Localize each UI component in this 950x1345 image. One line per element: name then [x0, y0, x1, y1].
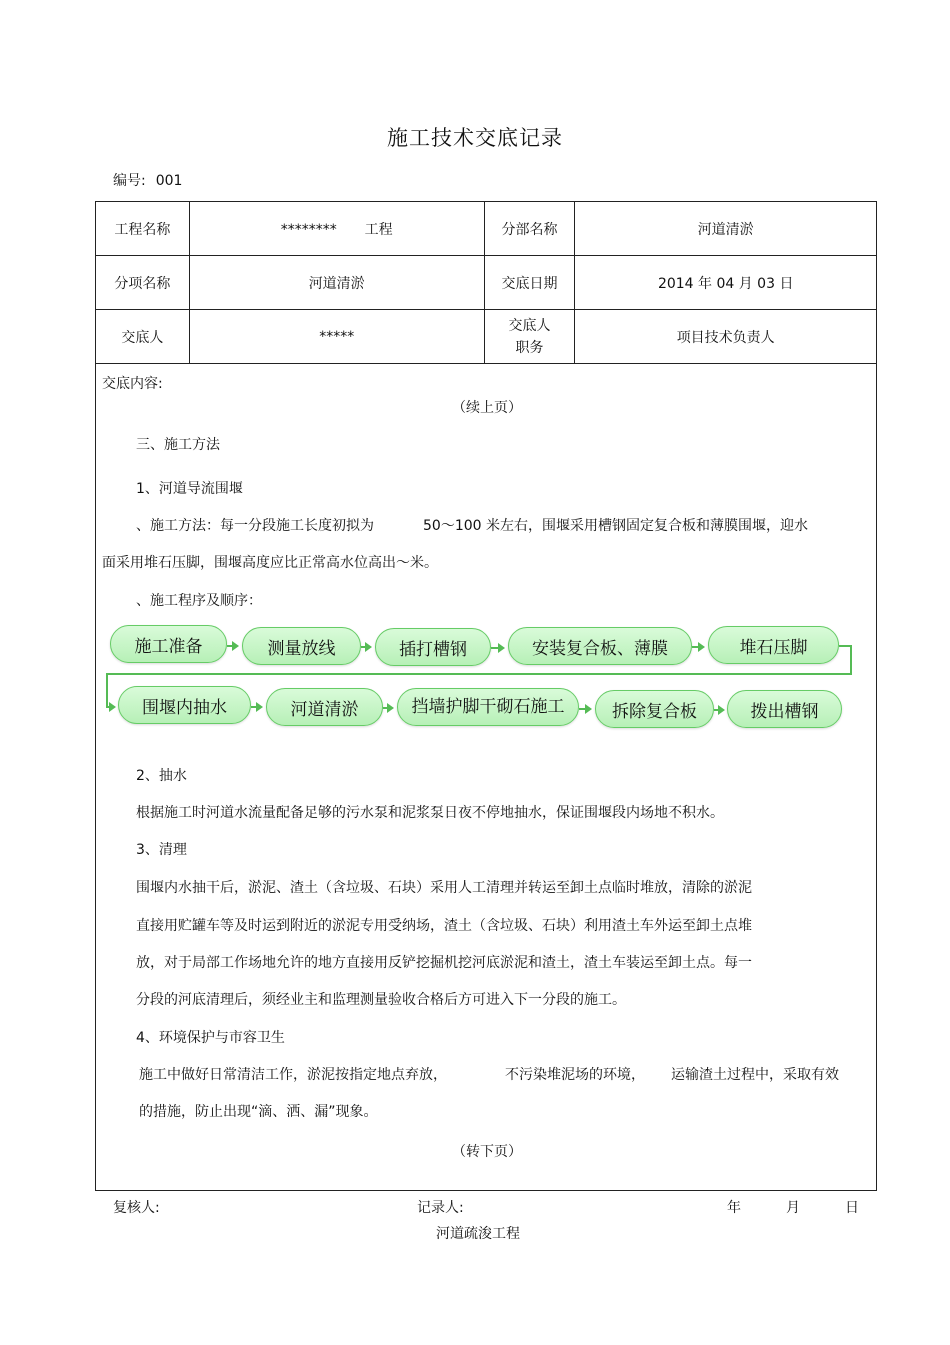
table-cell: 2014 年 04 月 03 日: [575, 256, 877, 310]
flow-arrow: [579, 708, 590, 710]
flow-connector: [106, 673, 852, 675]
flow-node: 拆除复合板: [595, 690, 714, 728]
table-row: [96, 310, 877, 364]
table-cell: 交底人: [96, 310, 190, 364]
table-cell: ******** 工程: [189, 202, 484, 256]
paragraph-line: 分段的河底清理后，须经业主和监理测量验收合格后方可进入下一分段的施工。: [136, 992, 626, 1008]
paragraph-line: 不污染堆泥场的环境，: [505, 1067, 645, 1083]
table-cell: 项目技术负责人: [575, 310, 877, 364]
number-label: 编号:: [113, 173, 146, 189]
content-label: 交底内容:: [102, 376, 163, 392]
flow-connector: [106, 673, 108, 707]
paragraph-line: 、施工程序及顺序：: [136, 593, 262, 609]
paragraph-line: 放，对于局部工作场地允许的地方直接用反铲挖掘机挖河底淤泥和渣土，渣土车装运至卸土点。每一: [136, 955, 752, 971]
flow-connector: [850, 645, 852, 674]
flow-node: 围堰内抽水: [118, 686, 251, 724]
flow-arrow: [227, 645, 237, 647]
flow-node: 插打槽钢: [375, 628, 491, 666]
table-cell: 交底日期: [484, 256, 575, 310]
flow-node: 施工准备: [110, 625, 227, 663]
table-row: [96, 202, 877, 256]
reviewer-label: 复核人:: [113, 1200, 160, 1216]
table-cell: 工程名称: [96, 202, 190, 256]
project-footer: 河道疏浚工程: [436, 1226, 520, 1242]
paragraph-line: 根据施工时河道水流量配备足够的污水泵和泥浆泵日夜不停地抽水，保证围堰段内场地不积水。: [136, 805, 724, 821]
continued-from: （续上页）: [452, 400, 522, 416]
month-label: 月: [786, 1200, 800, 1216]
paragraph-line: 运输渣土过程中，采取有效: [671, 1067, 839, 1083]
flow-node: 安装复合板、薄膜: [508, 627, 692, 665]
flow-node-label: 挡墙护脚干砌石施工: [411, 697, 565, 717]
document-title: 施工技术交底记录: [387, 126, 563, 150]
table-cell: 河道清淤: [575, 202, 877, 256]
flow-node: 堆石压脚: [708, 626, 839, 664]
recorder-label: 记录人:: [417, 1200, 464, 1216]
info-table: [95, 201, 877, 364]
table-cell: 交底人 职务: [484, 310, 575, 364]
year-label: 年: [727, 1200, 741, 1216]
flow-arrow: [361, 646, 370, 648]
flow-node: [397, 688, 579, 726]
item-heading: 3、清理: [136, 842, 187, 858]
continued-to: （转下页）: [452, 1144, 522, 1160]
day-label: 日: [845, 1200, 859, 1216]
paragraph-line: 、施工方法：每一分段施工长度初拟为: [136, 518, 374, 534]
table-cell: *****: [189, 310, 484, 364]
flow-arrow: [251, 706, 261, 708]
paragraph-line: 施工中做好日常清洁工作，淤泥按指定地点弃放，: [139, 1067, 447, 1083]
flow-arrow: [714, 709, 723, 711]
flow-arrow: [692, 646, 703, 648]
paragraph-line: 50～100 米左右，围堰采用槽钢固定复合板和薄膜围堰，迎水: [423, 518, 808, 534]
table-cell: 分部名称: [484, 202, 575, 256]
paragraph-line: 的措施，防止出现“滴、洒、漏”现象。: [139, 1104, 378, 1120]
flow-arrow: [491, 647, 503, 649]
item-heading: 2、抽水: [136, 768, 187, 784]
paragraph-line: 直接用贮罐车等及时运到附近的淤泥专用受纳场，渣土（含垃圾、石块）利用渣土车外运至卸土点堆: [136, 918, 752, 934]
section-heading: 三、施工方法: [136, 437, 220, 453]
item-heading: 1、河道导流围堰: [136, 481, 243, 497]
flow-node: 测量放线: [242, 627, 361, 665]
item-heading: 4、环境保护与市容卫生: [136, 1030, 285, 1046]
table-row: [96, 256, 877, 310]
table-cell: 河道清淤: [189, 256, 484, 310]
flow-node: 河道清淤: [266, 688, 383, 726]
flow-arrow: [106, 706, 114, 708]
flow-arrow: [383, 707, 392, 709]
number-value: 001: [155, 173, 183, 189]
table-cell: 分项名称: [96, 256, 190, 310]
paragraph-line: 面采用堆石压脚，围堰高度应比正常高水位高出～米。: [102, 555, 438, 571]
document-number: [113, 170, 182, 190]
paragraph-line: 围堰内水抽干后，淤泥、渣土（含垃圾、石块）采用人工清理并转运至卸土点临时堆放，清除的淤泥: [136, 880, 752, 896]
flow-node: 拨出槽钢: [727, 690, 842, 728]
